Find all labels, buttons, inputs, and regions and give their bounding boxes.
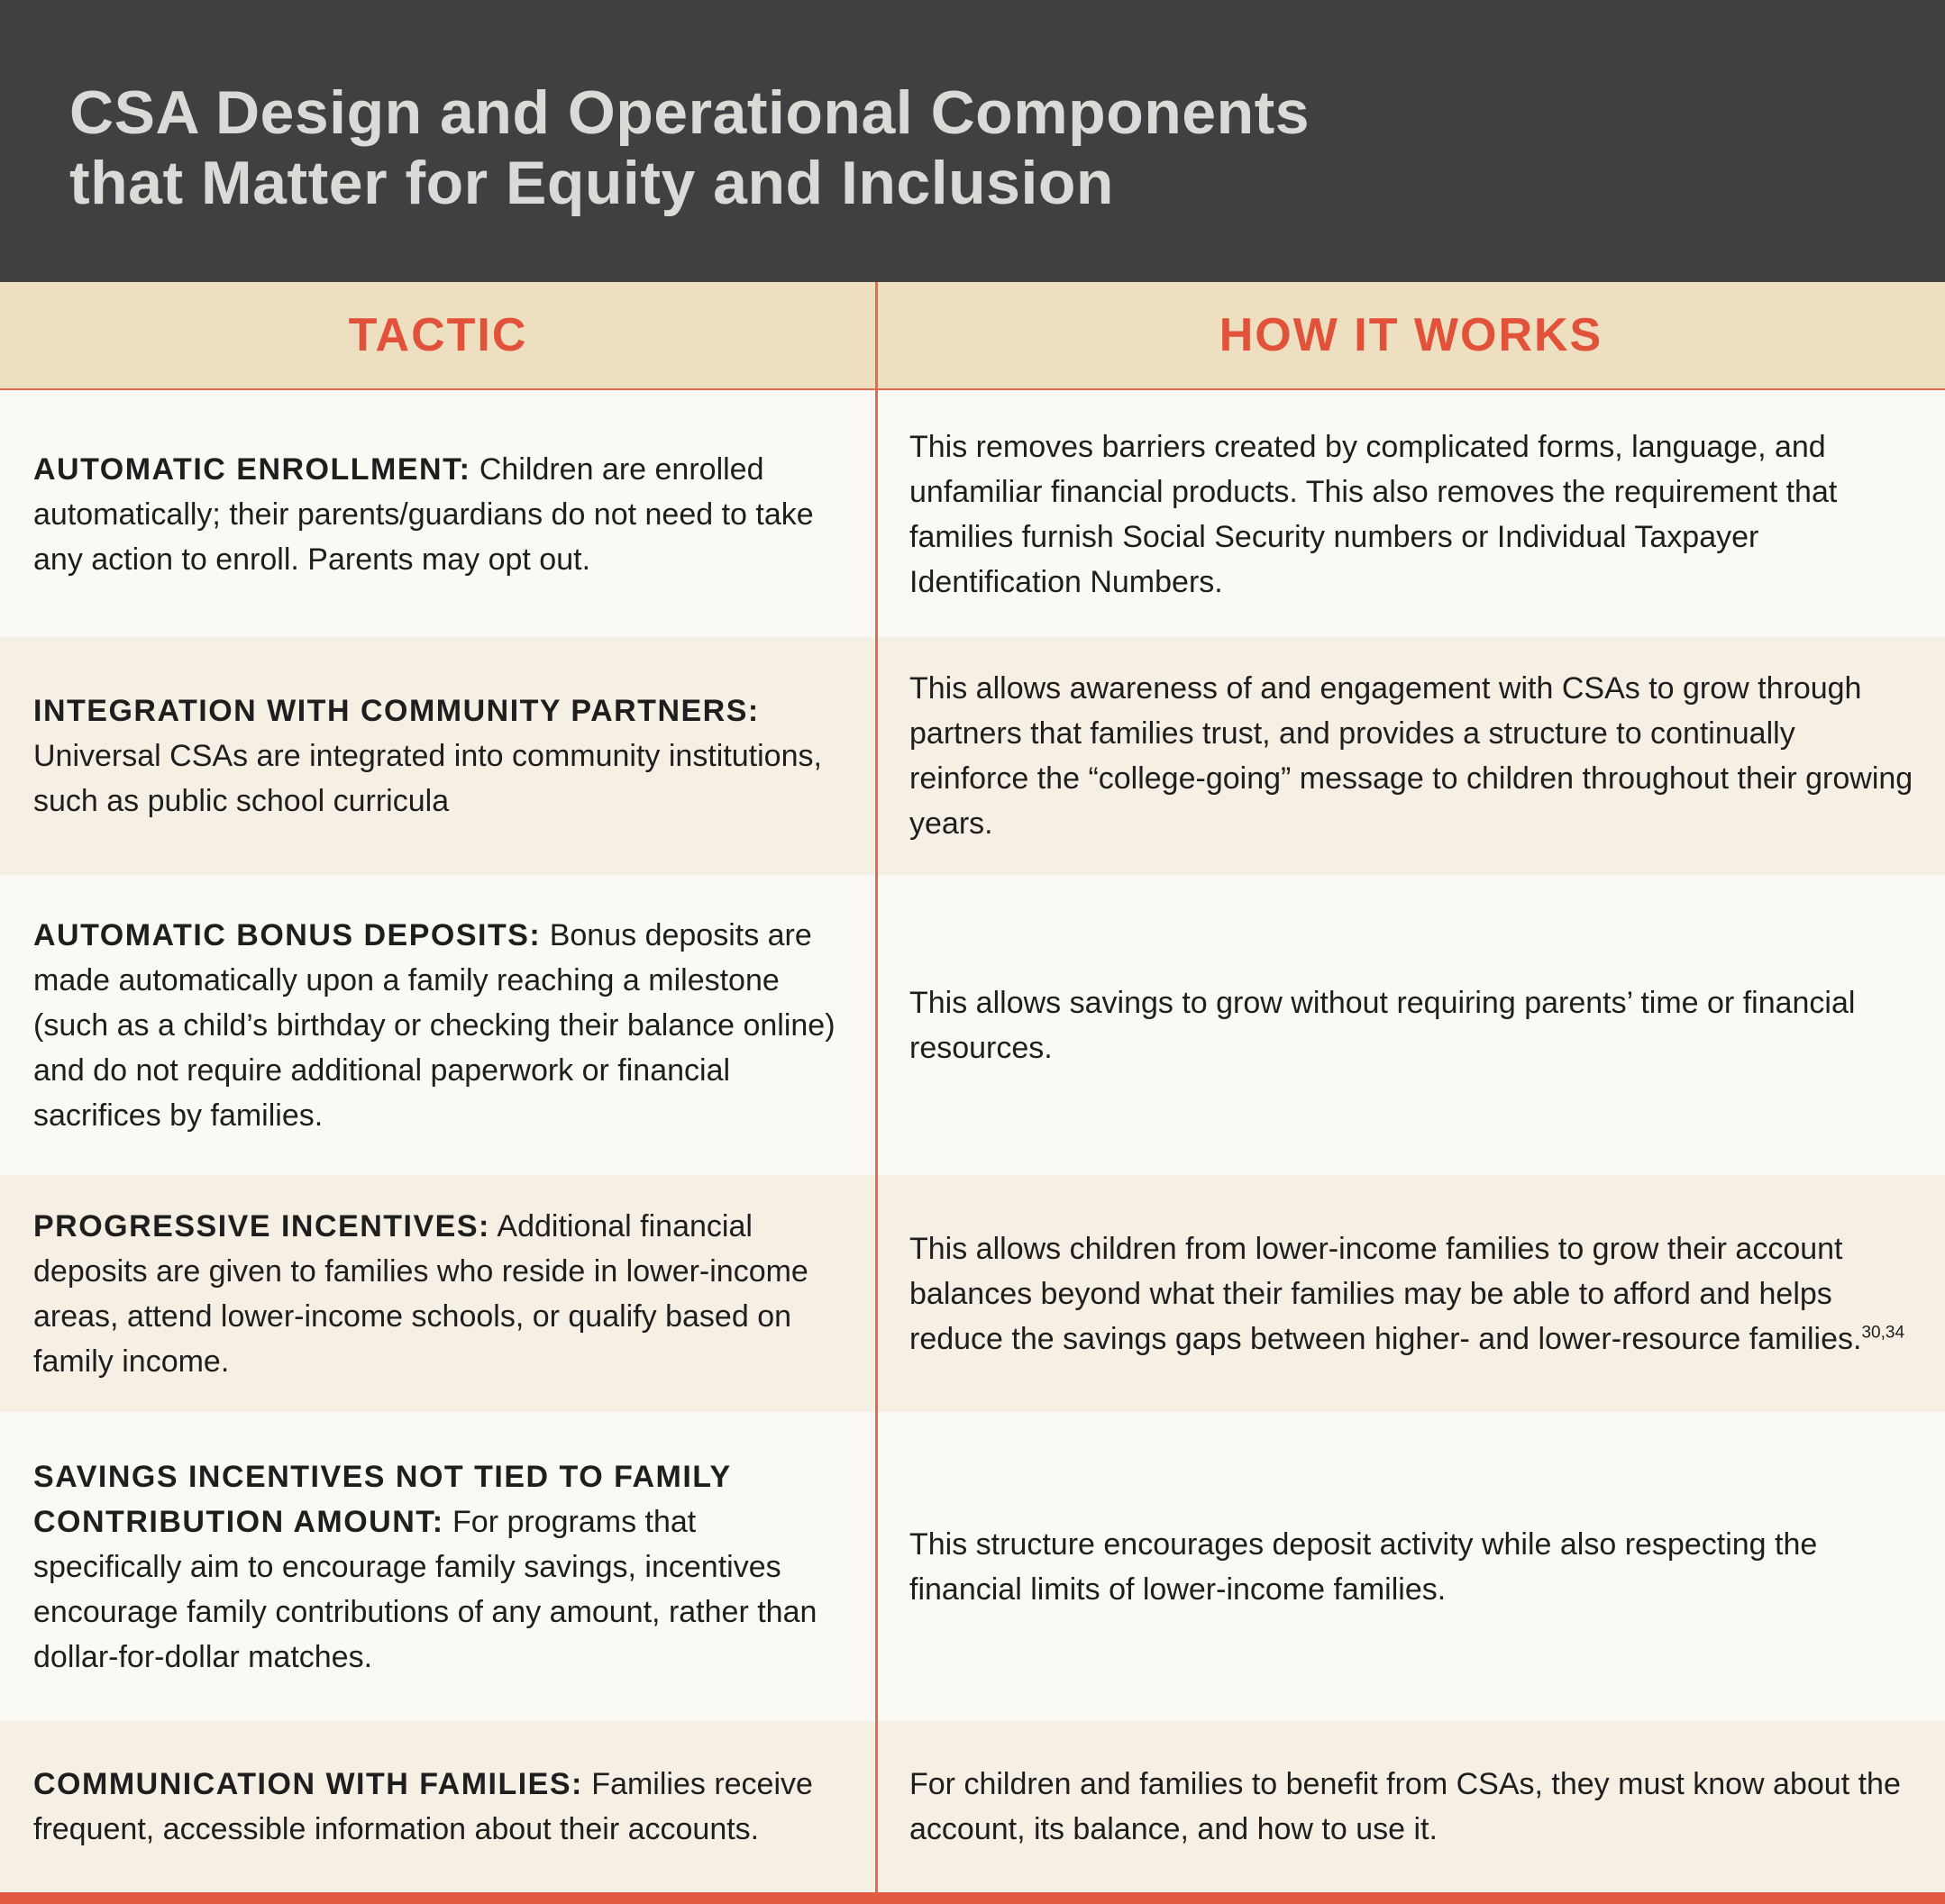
citation-superscript: 30,34 xyxy=(1861,1323,1905,1343)
tactic-term: INTEGRATION WITH COMMUNITY PARTNERS: xyxy=(33,694,760,728)
table-header xyxy=(0,282,1945,390)
tactic-description: Additional financial deposits are given to families who reside in lower-income areas, attend lower-income schools, or qualify based on family income. xyxy=(33,1208,808,1379)
column-divider xyxy=(875,282,878,1892)
table-row xyxy=(0,1721,1945,1892)
table-row xyxy=(0,637,1945,875)
how-it-works-cell xyxy=(909,1175,1914,1412)
tactic-term: AUTOMATIC ENROLLMENT: xyxy=(33,452,471,487)
table-row xyxy=(0,1175,1945,1412)
how-it-works-text: For children and families to benefit from CSAs, they must know about the account, its balance, and how to use it. xyxy=(909,1767,1901,1846)
how-it-works-cell xyxy=(909,637,1914,875)
title-banner xyxy=(0,0,1945,282)
column-header-how-it-works: HOW IT WORKS xyxy=(1219,309,1603,361)
how-it-works-text: This allows children from lower-income families to grow their account balances beyond what their families may be able to afford and helps reduce the savings gaps between higher- and lower-resource families. xyxy=(909,1231,1862,1356)
column-header-tactic: TACTIC xyxy=(348,309,528,361)
how-it-works-cell xyxy=(909,392,1914,637)
page-title-line-2: that Matter for Equity and Inclusion xyxy=(69,149,1114,217)
tactic-cell xyxy=(33,1175,849,1412)
tactic-term: AUTOMATIC BONUS DEPOSITS: xyxy=(33,917,542,952)
how-it-works-text: This structure encourages deposit activity while also respecting the financial limits of lower-income families. xyxy=(909,1526,1818,1607)
table-row xyxy=(0,875,1945,1175)
tactic-description: Children are enrolled automatically; their parents/guardians do not need to take any action to enroll. Parents may opt out. xyxy=(33,452,814,577)
tactic-description: Bonus deposits are made automatically upon a family reaching a milestone (such as a child’s birthday or checking their balance online) and do not require additional paperwork or financial sacrifices by families. xyxy=(33,917,836,1133)
tactic-description: Universal CSAs are integrated into community institutions, such as public school curricula xyxy=(33,739,822,818)
how-it-works-cell xyxy=(909,1412,1914,1721)
tactic-term: COMMUNICATION WITH FAMILIES: xyxy=(33,1767,583,1801)
how-it-works-text: This removes barriers created by complicated forms, language, and unfamiliar financial products. This also removes the requirement that families furnish Social Security numbers or Individual Taxpayer Identification Numbers. xyxy=(909,430,1838,599)
how-it-works-cell xyxy=(909,875,1914,1175)
table-row xyxy=(0,1412,1945,1721)
tactic-term: SAVINGS INCENTIVES NOT TIED TO FAMILY CONTRIBUTION AMOUNT: xyxy=(33,1459,732,1539)
page-title-line-1: CSA Design and Operational Components xyxy=(69,78,1310,147)
bottom-accent-bar xyxy=(0,1892,1945,1904)
tactic-cell xyxy=(33,637,849,875)
how-it-works-text: This allows savings to grow without requiring parents’ time or financial resources. xyxy=(909,985,1856,1065)
tactic-cell xyxy=(33,1412,849,1721)
table-row xyxy=(0,392,1945,637)
tactic-description: Families receive frequent, accessible information about their accounts. xyxy=(33,1767,813,1846)
how-it-works-cell xyxy=(909,1721,1914,1892)
how-it-works-text: This allows awareness of and engagement with CSAs to grow through partners that families trust, and provides a structure to continually reinforce the “college-going” message to children throughout their growing years. xyxy=(909,671,1913,841)
tactic-cell xyxy=(33,875,849,1175)
tactic-cell xyxy=(33,1721,849,1892)
tactic-cell xyxy=(33,392,849,637)
tactic-description: For programs that specifically aim to encourage family savings, incentives encourage family contributions of any amount, rather than dollar-for-dollar matches. xyxy=(33,1504,817,1674)
tactic-term: PROGRESSIVE INCENTIVES: xyxy=(33,1208,490,1244)
